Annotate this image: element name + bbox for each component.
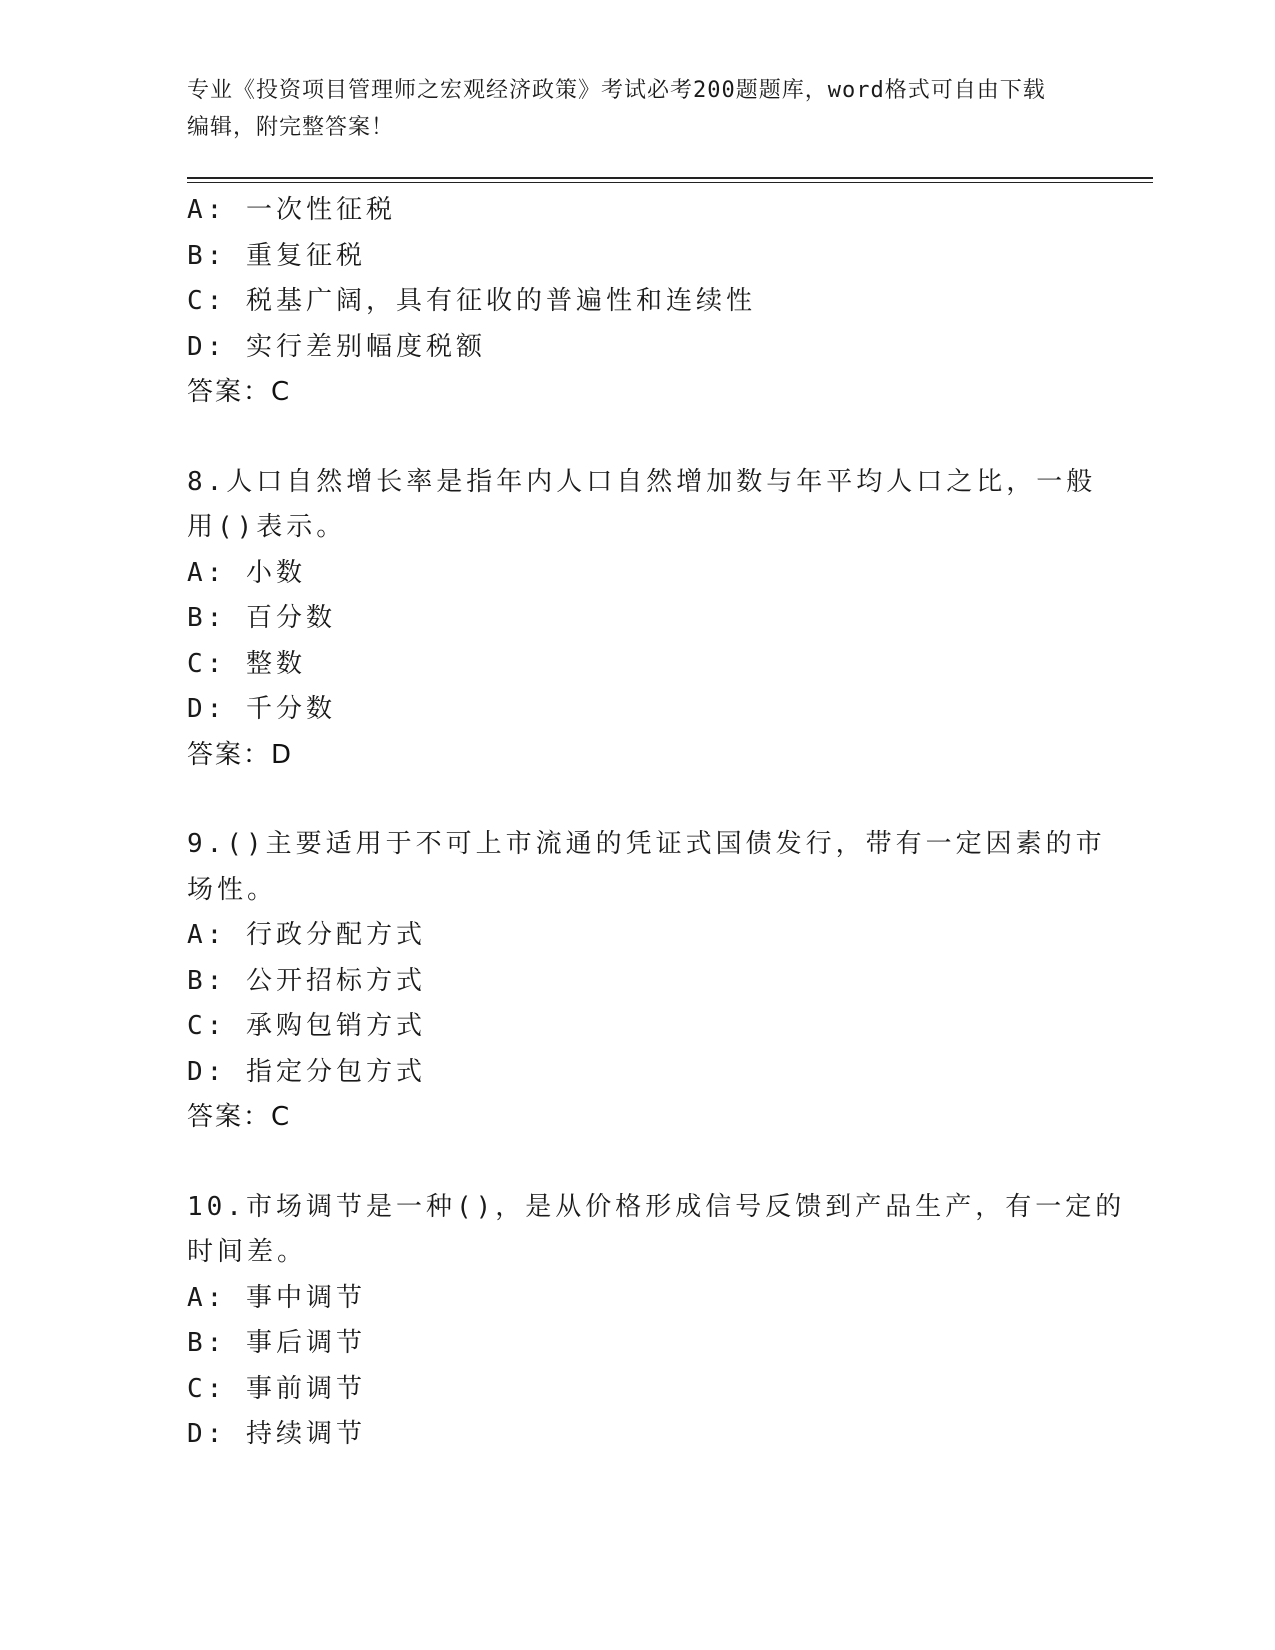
option-b: B: 事后调节 [187, 1328, 366, 1358]
header-divider-thick [187, 177, 1153, 179]
question-stem-line: 10.市场调节是一种()，是从价格形成信号反馈到产品生产，有一定的 [187, 1191, 1126, 1222]
option-a: A: 一次性征税 [187, 195, 396, 225]
option-a: A: 行政分配方式 [187, 920, 426, 950]
question-10 [187, 1185, 1126, 1458]
answer-line: 答案：C [187, 377, 292, 407]
option-c: C: 事前调节 [187, 1373, 366, 1404]
option-b: B: 公开招标方式 [187, 965, 426, 996]
option-d: D: 千分数 [187, 694, 336, 724]
question-stem-line: 8.人口自然增长率是指年内人口自然增加数与年平均人口之比，一般 [187, 466, 1097, 497]
option-b: B: 百分数 [187, 603, 336, 633]
option-c: C: 税基广阔，具有征收的普遍性和连续性 [187, 286, 756, 316]
option-c: C: 承购包销方式 [187, 1011, 426, 1041]
option-a: A: 事中调节 [187, 1282, 366, 1313]
option-b: B: 重复征税 [187, 240, 366, 271]
question-7 [187, 188, 1087, 416]
question-stem-line: 9.()主要适用于不可上市流通的凭证式国债发行，带有一定因素的市 [187, 829, 1106, 859]
document-header: 专业《投资项目管理师之宏观经济政策》考试必考200题题库，word格式可自由下载编辑，附完整答案！ [187, 78, 1046, 140]
question-stem-line: 时间差。 [187, 1237, 308, 1267]
option-d: D: 实行差别幅度税额 [187, 331, 486, 362]
option-d: D: 指定分包方式 [187, 1056, 426, 1087]
question-8 [187, 460, 1097, 779]
header-divider-thin [187, 182, 1153, 183]
answer-line: 答案：D [187, 739, 294, 770]
question-stem-line: 场性。 [187, 874, 278, 905]
answer-line: 答案：C [187, 1102, 292, 1132]
question-content [187, 188, 1126, 1458]
option-c: C: 整数 [187, 648, 306, 679]
option-d: D: 持续调节 [187, 1419, 366, 1449]
option-a: A: 小数 [187, 557, 306, 588]
question-9 [187, 822, 1106, 1141]
question-stem-line: 用()表示。 [187, 512, 347, 542]
